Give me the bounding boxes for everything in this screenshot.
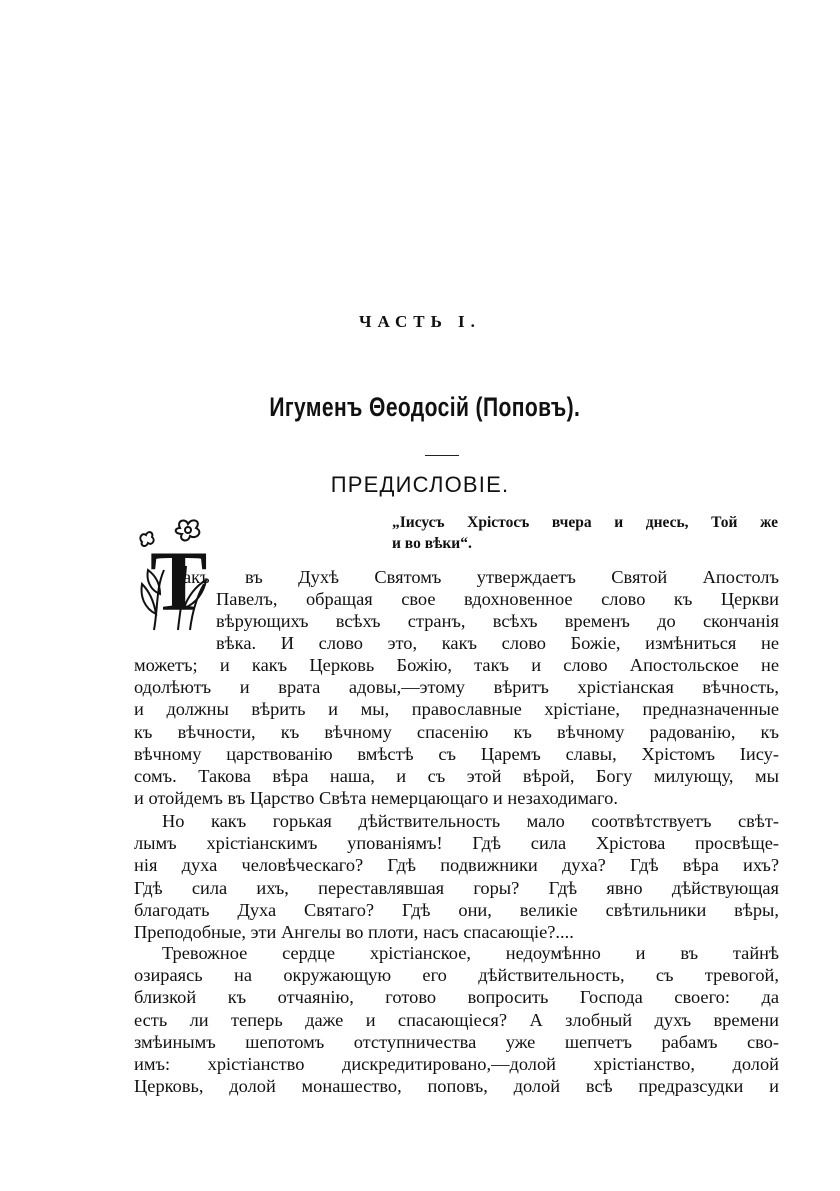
- text-line: есть ли теперь даже и спасающіеся? А злобный духъ времени: [134, 1009, 779, 1030]
- text-line: вѣрующихъ всѣхъ странъ, всѣхъ временъ до скончанія: [216, 611, 779, 632]
- part-heading: ЧАСТЬ I.: [359, 312, 481, 331]
- text-line: и отойдемъ въ Царство Свѣта немерцающаго и незаходимаго.: [134, 788, 618, 809]
- text-line: Преподобные, эти Ангелы во плоти, насъ спасающіе?....: [134, 922, 574, 943]
- author-title: Игуменъ Θеодосій (Поповъ).: [269, 392, 581, 422]
- text-line: вѣчному царствованію вмѣстѣ съ Царемъ славы, Хрістомъ Іису-: [134, 743, 779, 764]
- text-line: акъ въ Духѣ Святомъ утверждаетъ Святой Апостолъ: [183, 567, 779, 587]
- paragraph-3: [134, 942, 779, 1097]
- epigraph-line: „Іисусъ Хрістосъ вчера и днесь, Той же: [392, 514, 778, 531]
- epigraph: [392, 512, 778, 554]
- section-title: ПРЕДИСЛОВІЕ.: [330, 472, 510, 497]
- paragraph-1-indented: [216, 588, 779, 655]
- short-rule-divider: [425, 455, 459, 456]
- text-line: къ вѣчности, къ вѣчному спасенію къ вѣчному радованію, къ: [134, 721, 779, 742]
- drop-cap-letter: Т: [150, 533, 208, 629]
- text-line: имъ: хрістіанство дискредитировано,—долой хрістіанство, долой: [134, 1054, 779, 1075]
- text-line: Гдѣ сила ихъ, переставлявшая горы? Гдѣ явно дѣйствующая: [134, 877, 779, 898]
- text-line: лымъ хрістіанскимъ упованіямъ! Гдѣ сила Хрістова просвѣще-: [134, 833, 779, 854]
- paragraph-1-body: [134, 654, 779, 809]
- text-line: сомъ. Такова вѣра наша, и съ этой вѣрой, Богу милующу, мы: [134, 766, 779, 787]
- text-line: вѣка. И слово это, какъ слово Божіе, измѣниться не: [216, 633, 779, 654]
- text-line: можетъ; и какъ Церковь Божію, такъ и слово Апостольское не: [134, 655, 779, 675]
- text-line: Павелъ, обращая свое вдохновенное слово къ Церкви: [216, 589, 779, 609]
- text-line: и должны вѣрить и мы, православные хрістіане, предназначенные: [134, 699, 779, 720]
- text-line: нія духа человѣческаго? Гдѣ подвижники духа? Гдѣ вѣра ихъ?: [134, 855, 779, 876]
- text-line: близкой къ отчаянію, готово вопросить Господа своего: да: [134, 987, 779, 1008]
- text-line: благодать Духа Святаго? Гдѣ они, великіе свѣтильники вѣры,: [134, 899, 779, 920]
- epigraph-line: и во вѣки“.: [392, 535, 472, 552]
- text-line: Церковь, долой монашество, поповъ, долой всѣ предразсудки и: [134, 1076, 779, 1097]
- text-line: Но какъ горькая дѣйствительность мало соотвѣтствуетъ свѣт-: [162, 811, 779, 831]
- text-line: Тревожное сердце хрістіанское, недоумѣнно и въ тайнѣ: [162, 943, 779, 963]
- paragraph-1-opening: [183, 566, 779, 588]
- text-line: змѣинымъ шепотомъ отступничества уже шепчетъ рабамъ сво-: [134, 1031, 779, 1052]
- text-line: озираясь на окружающую его дѣйствительность, съ тревогой,: [134, 965, 779, 986]
- paragraph-2: [134, 810, 779, 943]
- text-line: одолѣютъ и врата адовы,—этому вѣритъ хрістіанская вѣчность,: [134, 677, 779, 698]
